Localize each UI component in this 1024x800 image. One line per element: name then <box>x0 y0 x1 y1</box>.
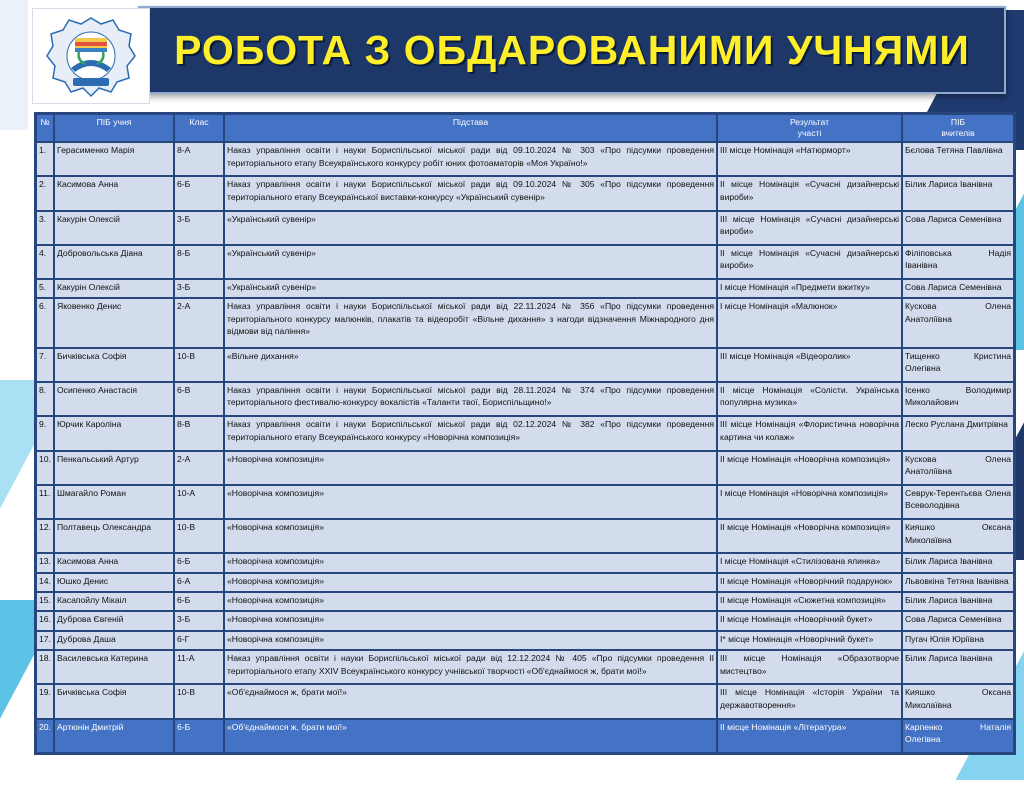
cell-basis: «Новорічна композиція» <box>225 486 716 518</box>
cell-class: 10-А <box>175 486 223 518</box>
cell-class: 2-А <box>175 452 223 484</box>
cell-result: ІІ місце Номінація «Новорічний подарунок» <box>718 574 901 591</box>
cell-student-name: Яковенко Денис <box>55 299 173 346</box>
cell-result: ІІ місце Номінація «Новорічна композиція» <box>718 452 901 484</box>
cell-num: 11. <box>37 486 53 518</box>
cell-teacher: Філіповська Надія Іванівна <box>903 246 1013 278</box>
cell-result: ІІ місце Номінація «Сюжетна композиція» <box>718 593 901 610</box>
cell-teacher: Бєлова Тетяна Павлівна <box>903 143 1013 175</box>
cell-class: 3-Б <box>175 280 223 297</box>
cell-num: 8. <box>37 383 53 415</box>
table-row <box>37 685 1013 717</box>
cell-student-name: Полтавець Олександра <box>55 520 173 552</box>
cell-teacher: Сова Лариса Семенівна <box>903 612 1013 629</box>
table-row <box>37 349 1013 381</box>
cell-result: ІІІ місце Номінація «Натюрморт» <box>718 143 901 175</box>
cell-teacher: Пугач Юлія Юріївна <box>903 632 1013 649</box>
students-table-wrap <box>34 112 1016 755</box>
header-result-line1: Результат <box>789 117 830 127</box>
cell-class: 10-В <box>175 349 223 381</box>
cell-class: 6-А <box>175 574 223 591</box>
cell-basis: «Новорічна композиція» <box>225 612 716 629</box>
cell-teacher: Кияшко Оксана Миколаївна <box>903 520 1013 552</box>
cell-result: ІІ місце Номінація «Сучасні дизайнерські вироби» <box>718 177 901 209</box>
cell-teacher: Білик Лариса Іванівна <box>903 593 1013 610</box>
cell-student-name: Касимова Анна <box>55 177 173 209</box>
cell-student-name: Дуброва Євгеній <box>55 612 173 629</box>
cell-student-name: Герасименко Марія <box>55 143 173 175</box>
table-row <box>37 554 1013 571</box>
cell-teacher: Білик Лариса Іванівна <box>903 554 1013 571</box>
header-teacher-line1: ПІБ <box>950 117 966 127</box>
cell-student-name: Юрчик Кароліна <box>55 417 173 449</box>
cell-student-name: Бичківська Софія <box>55 685 173 717</box>
table-row <box>37 486 1013 518</box>
cell-class: 8-В <box>175 417 223 449</box>
cell-basis: «Український сувенір» <box>225 280 716 297</box>
cell-student-name: Василевська Катерина <box>55 651 173 683</box>
cell-num: 18. <box>37 651 53 683</box>
cell-num: 6. <box>37 299 53 346</box>
table-row <box>37 632 1013 649</box>
header-teacher <box>903 115 1013 141</box>
cell-num: 10. <box>37 452 53 484</box>
title-bar <box>138 6 1006 94</box>
cell-student-name: Какурін Олексій <box>55 212 173 244</box>
cell-student-name: Шмагайло Роман <box>55 486 173 518</box>
header-class: Клас <box>175 115 223 141</box>
cell-result: ІІІ місце Номінація «Сучасні дизайнерські вироби» <box>718 212 901 244</box>
table-row <box>37 143 1013 175</box>
cell-student-name: Бичківська Софія <box>55 349 173 381</box>
cell-basis: «Об'єднаймося ж, брати мої!» <box>225 720 716 752</box>
cell-student-name: Дуброва Даша <box>55 632 173 649</box>
cell-num: 1. <box>37 143 53 175</box>
cell-result: І місце Номінація «Стилізована ялинка» <box>718 554 901 571</box>
cell-class: 8-Б <box>175 246 223 278</box>
table-row <box>37 299 1013 346</box>
cell-class: 2-А <box>175 299 223 346</box>
table-row <box>37 383 1013 415</box>
cell-num: 13. <box>37 554 53 571</box>
table-row <box>37 212 1013 244</box>
cell-class: 11-А <box>175 651 223 683</box>
cell-num: 5. <box>37 280 53 297</box>
header-num: № <box>37 115 53 141</box>
cell-result: І місце Номінація «Малюнок» <box>718 299 901 346</box>
table-row <box>37 612 1013 629</box>
cell-basis: «Вільне дихання» <box>225 349 716 381</box>
cell-num: 2. <box>37 177 53 209</box>
cell-result: ІІ місце Номінація «Сучасні дизайнерські вироби» <box>718 246 901 278</box>
table-row <box>37 651 1013 683</box>
cell-teacher: Білик Лариса Іванівна <box>903 177 1013 209</box>
cell-basis: «Новорічна композиція» <box>225 452 716 484</box>
cell-basis: Наказ управління освіти і науки Бориспільської міської ради від 02.12.2024 № 382 «Про підсумки проведення територіального етапу Всеукраїнського конкурсу «Новорічна композиція» <box>225 417 716 449</box>
cell-num: 19. <box>37 685 53 717</box>
cell-num: 16. <box>37 612 53 629</box>
header-student-name: ПІБ учня <box>55 115 173 141</box>
cell-class: 6-В <box>175 383 223 415</box>
cell-student-name: Добровольська Діана <box>55 246 173 278</box>
cell-class: 6-Г <box>175 632 223 649</box>
cell-basis: Наказ управління освіти і науки Бориспільської міської ради від 12.12.2024 № 405 «Про підсумки проведення ІІ територіального етапу XXIV Всеукраїнського конкурсу учнівської творчості «Об'єднаймося ж, брати мої!» <box>225 651 716 683</box>
cell-num: 17. <box>37 632 53 649</box>
cell-student-name: Осипенко Анастасія <box>55 383 173 415</box>
cell-basis: Наказ управління освіти і науки Бориспільської міської ради від 28.11.2024 № 374 «Про підсумки проведення територіального фестивалю-конкурсу вокалістів «Таланти твої, Бориспільщино!» <box>225 383 716 415</box>
cell-teacher: Сова Лариса Семенівна <box>903 212 1013 244</box>
cell-student-name: Какурін Олексій <box>55 280 173 297</box>
cell-basis: «Новорічна композиція» <box>225 554 716 571</box>
logo-emblem-icon <box>41 12 141 100</box>
cell-result: ІІ місце Номінація «Новорічна композиція» <box>718 520 901 552</box>
cell-num: 7. <box>37 349 53 381</box>
cell-basis: «Новорічна композиція» <box>225 520 716 552</box>
cell-result: ІІІ місце Номінація «Відеоролик» <box>718 349 901 381</box>
cell-student-name: Касимова Анна <box>55 554 173 571</box>
cell-class: 6-Б <box>175 554 223 571</box>
cell-teacher: Кускова Олена Анатоліївна <box>903 452 1013 484</box>
decor-left-panel <box>0 0 28 130</box>
cell-class: 10-В <box>175 520 223 552</box>
cell-class: 3-Б <box>175 612 223 629</box>
cell-result: І* місце Номінація «Новорічний букет» <box>718 632 901 649</box>
cell-teacher: Леско Руслана Дмитрівна <box>903 417 1013 449</box>
cell-teacher: Карпенко Наталія Олегівна <box>903 720 1013 752</box>
cell-result: ІІІ місце Номінація «Флористична новорічна картина чи колаж» <box>718 417 901 449</box>
cell-result: І місце Номінація «Новорічна композиція» <box>718 486 901 518</box>
table-row <box>37 593 1013 610</box>
cell-teacher: Ісенко Володимир Миколайович <box>903 383 1013 415</box>
cell-basis: Наказ управління освіти і науки Бориспільської міської ради від 09.10.2024 № 303 «Про підсумки проведення територіального етапу Всеукраїнського конкурсу робіт юних фотоаматорів «Моя Україно!» <box>225 143 716 175</box>
table-row <box>37 177 1013 209</box>
cell-student-name: Юшко Денис <box>55 574 173 591</box>
school-logo <box>32 8 150 104</box>
cell-num: 9. <box>37 417 53 449</box>
table-body <box>37 143 1013 752</box>
cell-teacher: Кускова Олена Анатоліївна <box>903 299 1013 346</box>
page-title: РОБОТА З ОБДАРОВАНИМИ УЧНЯМИ <box>174 26 970 73</box>
cell-result: ІІІ місце Номінація «Історія України та державотворення» <box>718 685 901 717</box>
table-row <box>37 452 1013 484</box>
cell-num: 14. <box>37 574 53 591</box>
cell-student-name: Артюнін Дмитрій <box>55 720 173 752</box>
cell-student-name: Касапойлу Мікаіл <box>55 593 173 610</box>
table-row <box>37 280 1013 297</box>
cell-class: 6-Б <box>175 593 223 610</box>
cell-teacher: Тищенко Кристина Олегівна <box>903 349 1013 381</box>
cell-teacher: Львовкіна Тетяна Іванівна <box>903 574 1013 591</box>
cell-basis: «Об'єднаймося ж, брати мої!» <box>225 685 716 717</box>
header-basis: Підстава <box>225 115 716 141</box>
table-row <box>37 246 1013 278</box>
cell-basis: «Український сувенір» <box>225 212 716 244</box>
table-row <box>37 520 1013 552</box>
cell-num: 20. <box>37 720 53 752</box>
cell-result: ІІ місце Номінація «Солісти. Українська популярна музика» <box>718 383 901 415</box>
table-row <box>37 720 1013 752</box>
cell-basis: «Український сувенір» <box>225 246 716 278</box>
cell-teacher: Севрук-Терентьєва Олена Всеволодівна <box>903 486 1013 518</box>
table-header-row <box>37 115 1013 141</box>
cell-result: ІІІ місце Номінація «Образотворче мистецтво» <box>718 651 901 683</box>
cell-class: 10-В <box>175 685 223 717</box>
cell-class: 3-Б <box>175 212 223 244</box>
students-table <box>35 113 1015 754</box>
cell-basis: «Новорічна композиція» <box>225 632 716 649</box>
cell-num: 4. <box>37 246 53 278</box>
cell-teacher: Білик Лариса Іванівна <box>903 651 1013 683</box>
cell-num: 3. <box>37 212 53 244</box>
cell-num: 12. <box>37 520 53 552</box>
table-row <box>37 574 1013 591</box>
cell-class: 8-А <box>175 143 223 175</box>
cell-teacher: Сова Лариса Семенівна <box>903 280 1013 297</box>
cell-student-name: Пенкальський Артур <box>55 452 173 484</box>
cell-result: ІІ місце Номінація «Новорічний букет» <box>718 612 901 629</box>
header-result <box>718 115 901 141</box>
cell-class: 6-Б <box>175 177 223 209</box>
cell-class: 6-Б <box>175 720 223 752</box>
cell-basis: «Новорічна композиція» <box>225 593 716 610</box>
cell-basis: «Новорічна композиція» <box>225 574 716 591</box>
cell-basis: Наказ управління освіти і науки Бориспільської міської ради від 22.11.2024 № 356 «Про підсумки проведення територіального конкурсу малюнків, плакатів та відеоробіт «Вільне дихання» з нагоди відзначення Міжнародного дня відмови від паління» <box>225 299 716 346</box>
cell-num: 15. <box>37 593 53 610</box>
table-row <box>37 417 1013 449</box>
cell-result: ІІ місце Номінація «Література» <box>718 720 901 752</box>
cell-result: І місце Номінація «Предмети вжитку» <box>718 280 901 297</box>
header-teacher-line2: вчителів <box>941 128 975 138</box>
header-result-line2: участі <box>797 128 822 138</box>
cell-basis: Наказ управління освіти і науки Бориспільської міської ради від 09.10.2024 № 305 «Про підсумки проведення територіального етапу Всеукраїнської виставки-конкурсу «Український сувенір» <box>225 177 716 209</box>
cell-teacher: Кияшко Оксана Миколаївна <box>903 685 1013 717</box>
